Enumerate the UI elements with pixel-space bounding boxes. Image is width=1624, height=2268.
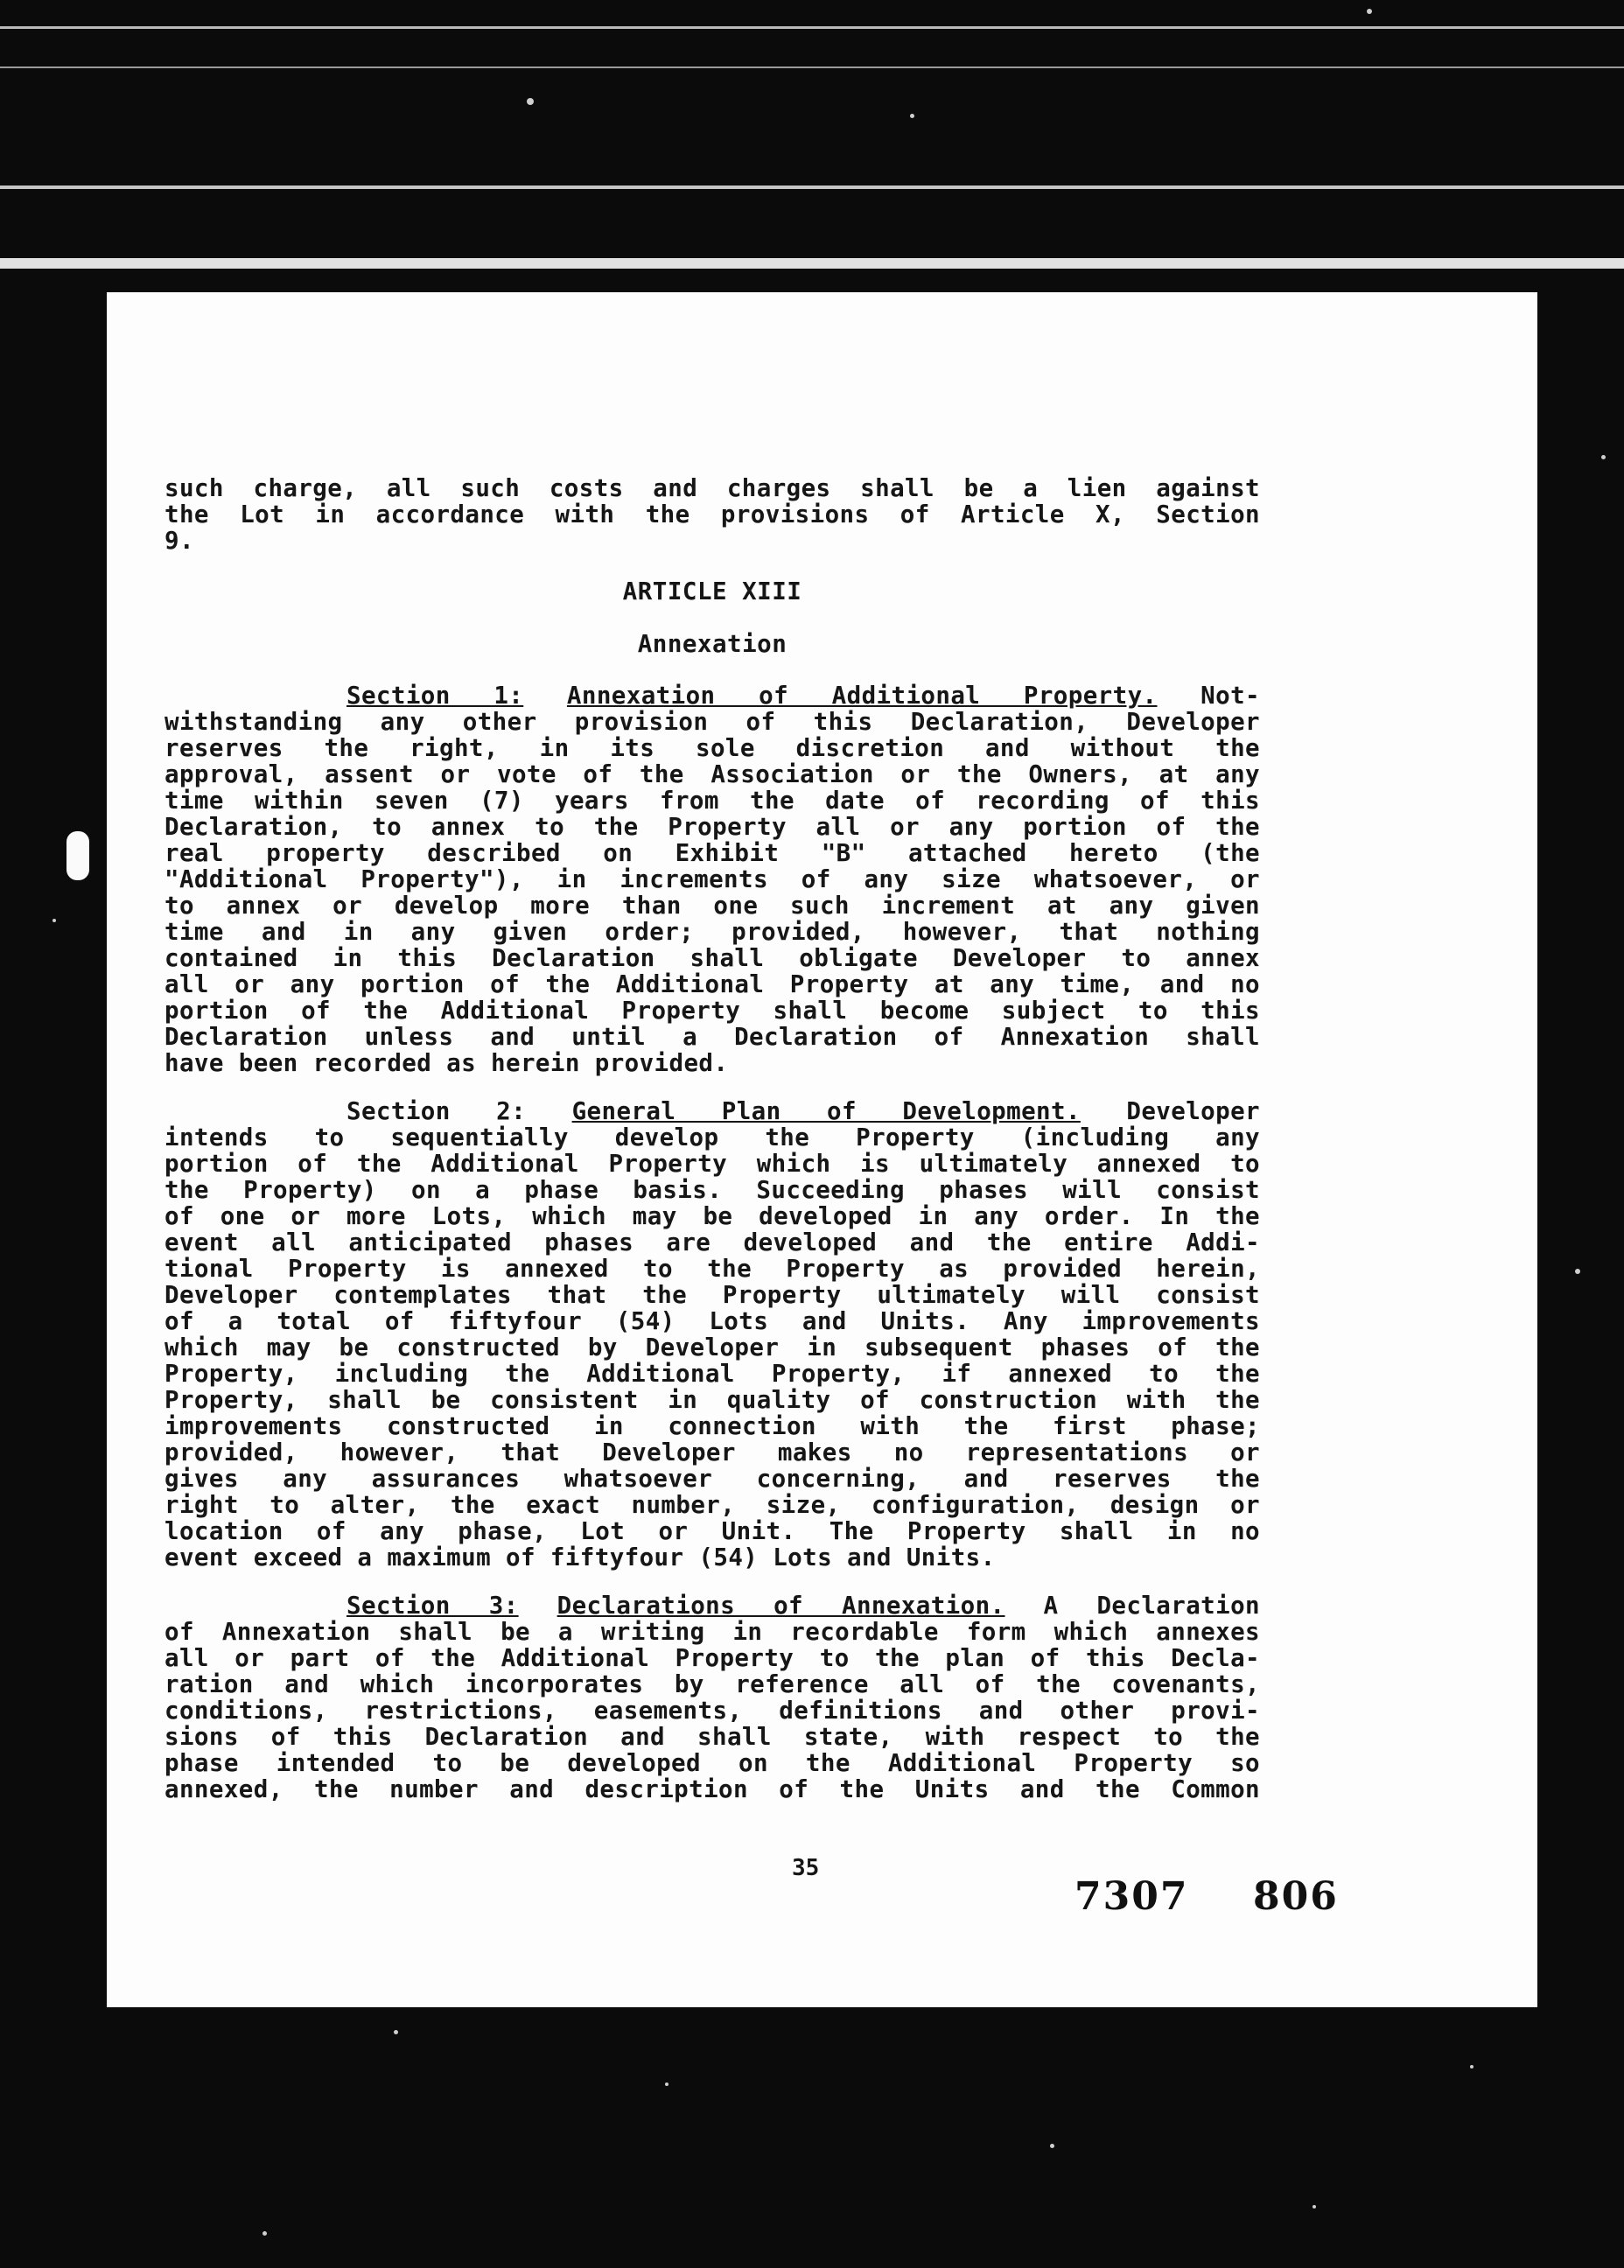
scan-artifact-line	[0, 258, 1624, 269]
text-line: which may be constructed by Developer in subsequent phases of the	[164, 1334, 1260, 1362]
section-2-first-line	[164, 1098, 1260, 1124]
text-line: of a total of fiftyfour (54) Lots and Units. Any improvements	[164, 1307, 1260, 1335]
text-line: tional Property is annexed to the Property as provided herein,	[164, 1255, 1260, 1283]
text-line: improvements constructed in connection with the first phase;	[164, 1412, 1260, 1440]
text-line: phase intended to be developed on the Additional Property so	[164, 1749, 1260, 1777]
text-line: contained in this Declaration shall obligate Developer to annex	[164, 944, 1260, 972]
text-line: withstanding any other provision of this Declaration, Developer	[164, 708, 1260, 736]
text-line: Declaration unless and until a Declaration of Annexation shall	[164, 1023, 1260, 1051]
scan-speck	[1470, 2065, 1474, 2068]
section-1-first-line	[164, 682, 1260, 709]
page-number: 35	[792, 1855, 820, 1881]
text-line: intends to sequentially develop the Property (including any	[164, 1124, 1260, 1152]
text-line: conditions, restrictions, easements, definitions and other provi-	[164, 1697, 1260, 1725]
scan-speck	[1050, 2144, 1054, 2148]
section-1-first-tail: Not-	[1200, 682, 1260, 710]
scan-speck	[910, 114, 914, 118]
section-3-first-line	[164, 1592, 1260, 1619]
text-line: of Annexation shall be a writing in recordable form which annexes	[164, 1618, 1260, 1646]
text-line: sions of this Declaration and shall state, with respect to the	[164, 1723, 1260, 1751]
scan-speck	[52, 919, 56, 922]
section-1-label: Section 1:	[346, 682, 524, 710]
scan-artifact-line	[0, 186, 1624, 189]
text-line: "Additional Property"), in increments of any size whatsoever, or	[164, 865, 1260, 893]
text-line: ration and which incorporates by reference all of the covenants,	[164, 1670, 1260, 1698]
scan-edge-blob	[66, 831, 89, 880]
scan-artifact-line	[0, 26, 1624, 29]
section-3-first-tail: A Declaration	[1043, 1592, 1260, 1620]
book-number-stamp: 7307	[1074, 1874, 1189, 1919]
scan-artifact-line	[0, 66, 1624, 68]
section-1-title: Annexation of Additional Property.	[566, 682, 1158, 710]
article-title: Annexation	[637, 630, 788, 658]
section-2-title: General Plan of Development.	[571, 1097, 1081, 1125]
text-line: have been recorded as herein provided.	[164, 1049, 729, 1077]
text-line: time within seven (7) years from the date of recording of this	[164, 787, 1260, 815]
article-heading: ARTICLE XIII	[622, 578, 802, 606]
scan-speck	[1601, 455, 1606, 459]
text-line: Declaration, to annex to the Property all or any portion of the	[164, 813, 1260, 841]
text-line: the Lot in accordance with the provisions of Article X, Section	[164, 500, 1260, 528]
text-line: event all anticipated phases are developed and the entire Addi-	[164, 1228, 1260, 1256]
section-3-label: Section 3:	[346, 1592, 519, 1620]
scan-speck	[665, 2082, 668, 2086]
text-line: gives any assurances whatsoever concerning, and reserves the	[164, 1465, 1260, 1493]
section-2-paragraph	[164, 1098, 1260, 1571]
text-line: such charge, all such costs and charges shall be a lien against	[164, 474, 1260, 502]
text-line: the Property) on a phase basis. Succeeding phases will consist	[164, 1176, 1260, 1204]
text-line: Developer contemplates that the Property ultimately will consist	[164, 1281, 1260, 1309]
text-line: portion of the Additional Property shall become subject to this	[164, 997, 1260, 1025]
text-line: real property described on Exhibit "B" attached hereto (the	[164, 839, 1260, 867]
text-line: time and in any given order; provided, however, that nothing	[164, 918, 1260, 946]
scan-speck	[1312, 2205, 1316, 2208]
text-line: of one or more Lots, which may be developed in any order. In the	[164, 1202, 1260, 1230]
page-reference-stamp: 806	[1253, 1874, 1339, 1919]
text-line: approval, assent or vote of the Association or the Owners, at any	[164, 760, 1260, 788]
text-line: annexed, the number and description of the Units and the Common	[164, 1775, 1260, 1803]
text-line: provided, however, that Developer makes no representations or	[164, 1438, 1260, 1466]
scan-speck	[1367, 9, 1372, 14]
section-3-paragraph	[164, 1592, 1260, 1802]
scan-speck	[262, 2231, 267, 2236]
scan-speck	[527, 98, 534, 105]
scan-speck	[394, 2030, 398, 2034]
text-line: all or any portion of the Additional Property at any time, and no	[164, 970, 1260, 998]
intro-paragraph	[164, 475, 1260, 554]
section-3-title: Declarations of Annexation.	[556, 1592, 1005, 1620]
text-line: all or part of the Additional Property to the plan of this Decla-	[164, 1644, 1260, 1672]
section-2-label: Section 2:	[346, 1097, 527, 1125]
text-line: right to alter, the exact number, size, configuration, design or	[164, 1491, 1260, 1519]
text-line: Property, including the Additional Property, if annexed to the	[164, 1360, 1260, 1388]
text-line: location of any phase, Lot or Unit. The Property shall in no	[164, 1517, 1260, 1545]
text-line: event exceed a maximum of fiftyfour (54) Lots and Units.	[164, 1544, 996, 1572]
text-line: reserves the right, in its sole discretion and without the	[164, 734, 1260, 762]
scan-speck	[1575, 1269, 1580, 1274]
text-line: to annex or develop more than one such increment at any given	[164, 892, 1260, 920]
section-2-first-tail: Developer	[1126, 1097, 1260, 1125]
text-line: 9.	[164, 527, 194, 555]
text-line: Property, shall be consistent in quality of construction with the	[164, 1386, 1260, 1414]
text-line: portion of the Additional Property which is ultimately annexed to	[164, 1150, 1260, 1178]
section-1-paragraph	[164, 682, 1260, 1076]
